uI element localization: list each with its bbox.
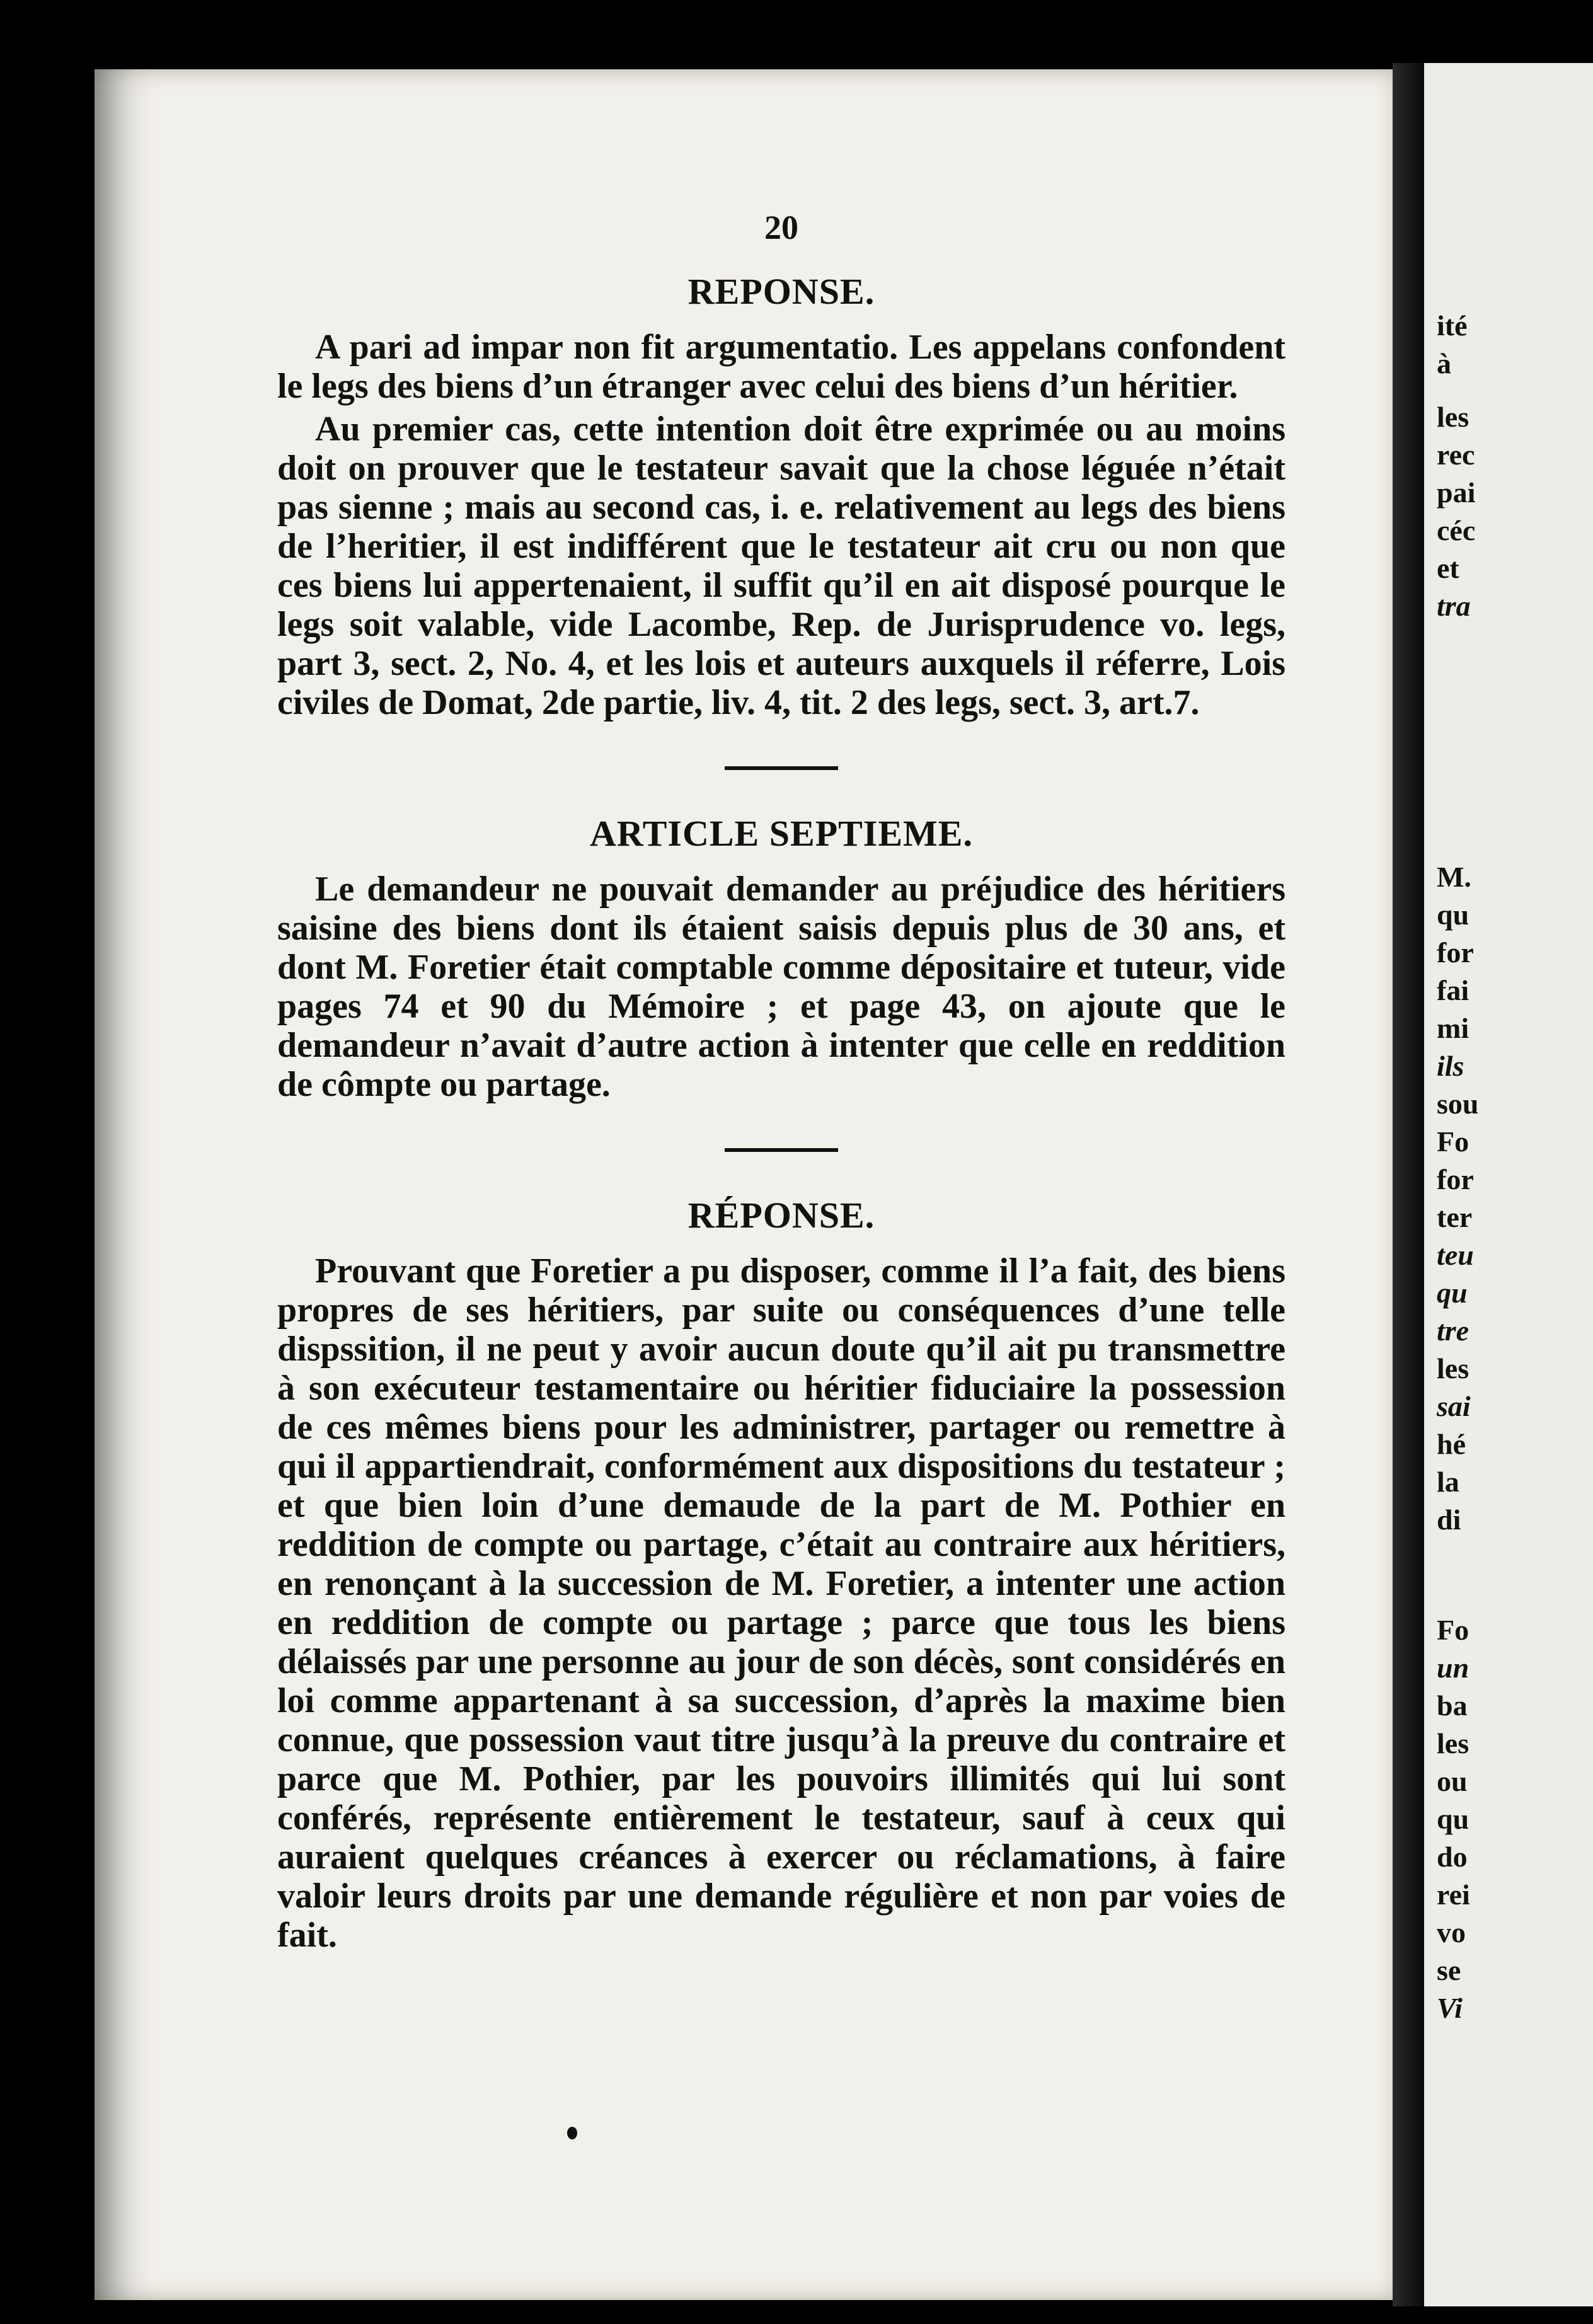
adjacent-fragment: qu [1437, 1803, 1469, 1835]
adjacent-fragment: céc [1437, 514, 1476, 546]
adjacent-fragment: Vi [1437, 1992, 1463, 2024]
adjacent-page-edge [1424, 63, 1593, 2306]
adjacent-fragment: di [1437, 1504, 1461, 1536]
adjacent-fragment: ité [1437, 309, 1468, 342]
adjacent-fragment: teu [1437, 1239, 1474, 1271]
adjacent-fragment: sou [1437, 1088, 1479, 1120]
page-gutter [1393, 63, 1424, 2306]
adjacent-fragment: les [1437, 1727, 1469, 1759]
adjacent-fragment: se [1437, 1954, 1461, 1986]
paragraph: Le demandeur ne pouvait demander au préjudice des héritiers saisine des biens dont ils étaient saisis depuis plus de 30 ans, et dont M. Foretier était comptable comme dépositaire et tuteur, vide pages 74 et 90 du Mémoire ; et page 43, on ajoute que le demandeur n’avait d’autre action à intenter que celle en reddition de cômpte ou partage. [277, 870, 1285, 1104]
page-text [277, 208, 1285, 1959]
adjacent-fragment: fai [1437, 974, 1469, 1006]
adjacent-fragment: ba [1437, 1689, 1468, 1722]
adjacent-fragment: un [1437, 1652, 1469, 1684]
adjacent-fragment: hé [1437, 1428, 1466, 1460]
adjacent-fragment: ter [1437, 1201, 1473, 1233]
paragraph: Au premier cas, cette intention doit être exprimée ou au moins doit on prouver que le testateur savait que la chose léguée n’était pas sienne ; mais au second cas, i. e. relativement au legs des biens de l’heritier, il est indifférent que le testateur ait cru ou non que ces biens lui appertenaient, il suffit qu’il en ait disposé pourque le legs soit valable, vide Lacombe, Rep. de Jurisprudence vo. legs, part 3, sect. 2, No. 4, et les lois et auteurs auxquels il réferre, Lois civiles de Domat, 2de partie, liv. 4, tit. 2 des legs, sect. 3, art.7. [277, 410, 1285, 722]
adjacent-fragment: vo [1437, 1916, 1466, 1948]
adjacent-fragment: sai [1437, 1390, 1471, 1422]
adjacent-fragment: rec [1437, 439, 1475, 471]
adjacent-fragment: la [1437, 1466, 1459, 1498]
adjacent-fragment: à [1437, 347, 1451, 379]
section-heading: ARTICLE SEPTIEME. [590, 813, 973, 854]
adjacent-fragment: ils [1437, 1050, 1464, 1082]
adjacent-fragment: les [1437, 1352, 1469, 1384]
adjacent-fragment: for [1437, 1163, 1474, 1195]
adjacent-fragment: qu [1437, 899, 1469, 931]
section-heading: REPONSE. [687, 271, 875, 312]
adjacent-fragment: pai [1437, 476, 1476, 509]
section-divider [725, 1148, 838, 1152]
ink-mark [567, 2127, 577, 2139]
adjacent-fragment: tre [1437, 1314, 1469, 1347]
adjacent-fragment: M. [1437, 861, 1471, 893]
adjacent-fragment: Fo [1437, 1614, 1469, 1646]
page-number: 20 [764, 209, 798, 246]
adjacent-fragment: rei [1437, 1878, 1470, 1911]
adjacent-fragment: do [1437, 1841, 1468, 1873]
adjacent-fragment: et [1437, 552, 1459, 584]
adjacent-fragment: les [1437, 401, 1469, 433]
adjacent-fragment: mi [1437, 1012, 1469, 1044]
section-divider [725, 766, 838, 770]
adjacent-fragment: Fo [1437, 1125, 1469, 1158]
adjacent-fragment: qu [1437, 1277, 1468, 1309]
adjacent-fragment: tra [1437, 590, 1471, 622]
adjacent-fragment: for [1437, 936, 1474, 969]
paragraph: A pari ad impar non fit argumentatio. Les appelans confondent le legs des biens d’un étranger avec celui des biens d’un héritier. [277, 328, 1285, 406]
adjacent-fragment: ou [1437, 1765, 1468, 1797]
section-heading: RÉPONSE. [687, 1195, 875, 1236]
paragraph: Prouvant que Foretier a pu disposer, comme il l’a fait, des biens propres de ses héritiers, par suite ou conséquences d’une telle dispssition, il ne peut y avoir aucun doute qu’il ait pu transmettre à son exécuteur testamentaire ou héritier fiduciaire la possession de ces mêmes biens pour les administrer, partager ou remettre à qui il appartiendrait, conformément aux dispositions du testateur ; et que bien loin d’une demaude de la part de M. Pothier en reddition de compte ou partage, c’était au contraire aux héritiers, en renonçant à la succession de M. Foretier, a intenter une action en reddition de compte ou partage ; parce que tous les biens délaissés par une personne au jour de son décès, sont considérés en loi comme appartenant à sa succession, d’après la maxime bien connue, que possession vaut titre jusqu’à la preuve du contraire et parce que M. Pothier, par les pouvoirs illimités qui lui sont conférés, représente entièrement le testateur, sauf à ceux qui auraient quelques créances à exercer ou réclamations, à faire valoir leurs droits par une demande régulière et non par voies de fait. [277, 1251, 1285, 1955]
